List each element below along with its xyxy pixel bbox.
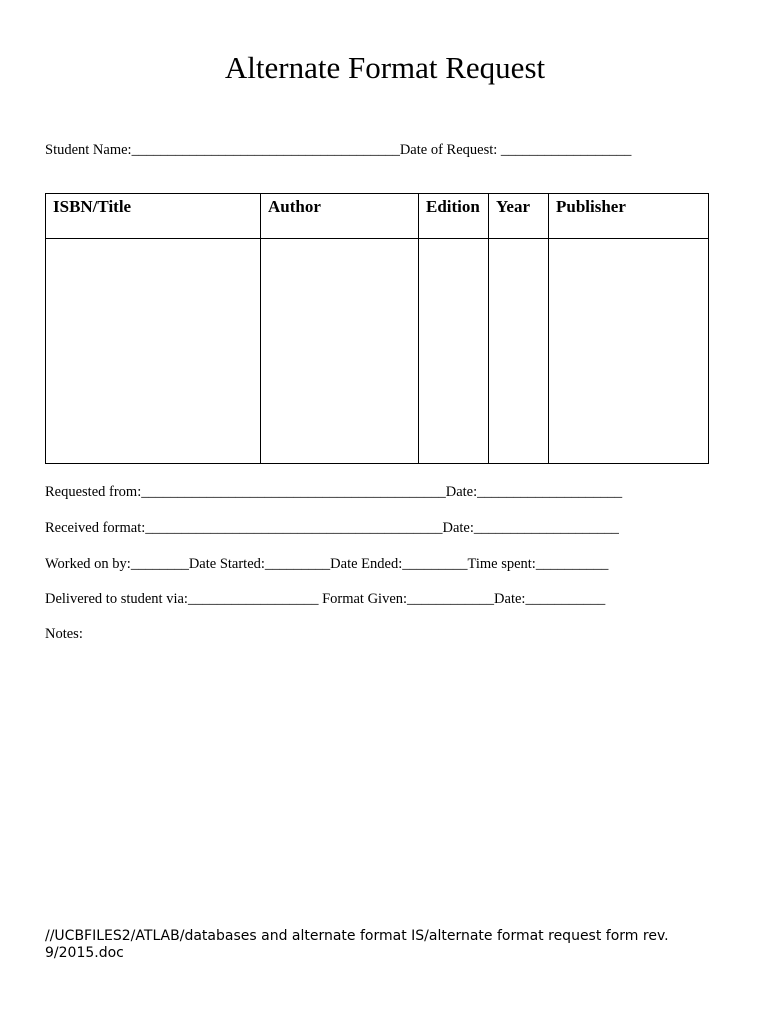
delivered-line[interactable]: Delivered to student via:__________________ Format Given:____________Date:___________ xyxy=(45,591,606,607)
column-header-year: Year xyxy=(489,194,549,239)
column-header-author: Author xyxy=(261,194,419,239)
publisher-cell[interactable] xyxy=(549,239,709,464)
author-cell[interactable] xyxy=(261,239,419,464)
student-name-date-line[interactable]: Student Name:_____________________________________Date of Request: __________________ xyxy=(45,142,632,158)
isbn-title-cell[interactable] xyxy=(46,239,261,464)
year-cell[interactable] xyxy=(489,239,549,464)
worked-on-line[interactable]: Worked on by:________Date Started:_________Date Ended:_________Time spent:__________ xyxy=(45,556,609,572)
book-table xyxy=(45,193,709,464)
notes-label: Notes: xyxy=(45,626,83,642)
column-header-publisher: Publisher xyxy=(549,194,709,239)
table-row xyxy=(46,239,709,464)
received-format-line[interactable]: Received format:_________________________________________Date:____________________ xyxy=(45,520,619,536)
requested-from-line[interactable]: Requested from:__________________________________________Date:____________________ xyxy=(45,484,623,500)
column-header-edition: Edition xyxy=(419,194,489,239)
edition-cell[interactable] xyxy=(419,239,489,464)
footer-file-path: //UCBFILES2/ATLAB/databases and alternate format IS/alternate format request form rev. 9/2015.doc xyxy=(45,928,669,961)
table-header-row xyxy=(46,194,709,239)
page-title: Alternate Format Request xyxy=(224,50,546,85)
column-header-isbn-title: ISBN/Title xyxy=(46,194,261,239)
